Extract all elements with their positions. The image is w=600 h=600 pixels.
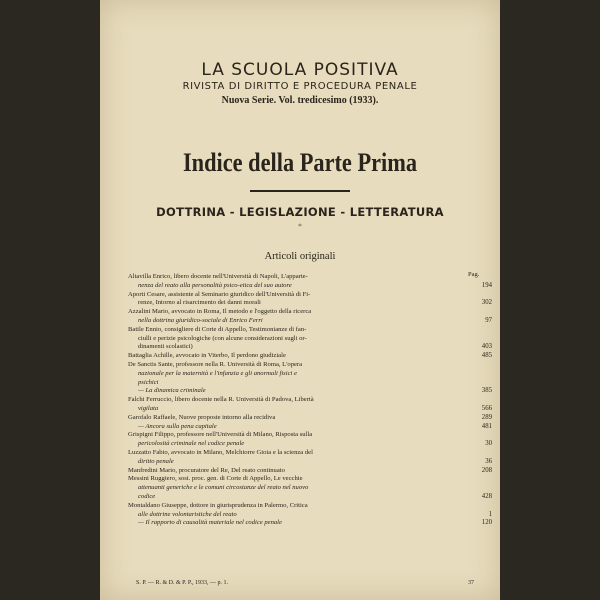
document-page <box>100 0 500 600</box>
section-title: DOTTRINA - LEGISLAZIONE - LETTERATURA <box>156 205 444 219</box>
page-number <box>468 379 492 388</box>
index-entry-line: Batile Ennio, consigliere di Corte di Appello, Testimonianze di fan- <box>128 325 307 333</box>
index-entry-line: — La dinamica criminale <box>138 387 206 395</box>
index-entry-line: nella dottrina giuridico-sociale di Enrico Ferri <box>138 316 263 324</box>
page-number: 428 <box>481 492 492 500</box>
page-number <box>468 361 492 370</box>
index-title: Indice della Parte Prima <box>182 148 418 177</box>
page-number <box>468 431 492 440</box>
subsection-title: Articoli originali <box>264 251 336 262</box>
index-entry-line: attenuanti generiche e le comuni circostanze del reato nel nuovo <box>138 484 309 492</box>
page-number <box>468 396 492 405</box>
page-number: 36 <box>485 457 492 465</box>
index-entry-line: diritto penale <box>138 457 174 465</box>
index-entry-line: vigilata <box>138 404 159 412</box>
index-entry-line: codice <box>138 492 156 500</box>
journal-subtitle: RIVISTA DI DIRITTO E PROCEDURA PENALE <box>182 81 418 92</box>
index-entry-line: Manfredini Mario, procuratore del Re, Del reato continuato <box>128 466 285 474</box>
index-entry-line: De Sanctis Sante, professore nella R. Università di Roma, L'opera <box>128 360 303 368</box>
index-entry-line: Garofalo Raffaele, Nuove proposte intorno alla recidiva <box>128 413 276 421</box>
page-number: 485 <box>481 352 492 360</box>
page-number <box>468 475 492 484</box>
index-entry-line: Falchi Ferruccio, libero docente nella R. Università di Padova, Libertà <box>128 396 314 404</box>
index-entry-line: Altavilla Enrico, libero docente nell'Università di Napoli, L'apparte- <box>128 273 308 280</box>
page-number: 97 <box>485 316 492 324</box>
index-entry-line: Aporti Cesare, assistente al Seminario giuridico dell'Università di Fi- <box>128 290 311 298</box>
page-number: 208 <box>481 466 492 474</box>
page-number <box>468 449 492 458</box>
page-number: 1 <box>488 510 492 518</box>
page-column-label: Pag. <box>468 271 480 278</box>
index-entry-line: pericolosità criminale nel codice penale <box>138 440 245 448</box>
page-number: 403 <box>481 343 492 351</box>
page-number <box>468 502 492 511</box>
index-entry-line: renze, Intorno al risarcimento dei danni morali <box>138 299 261 307</box>
journal-title: LA SCUOLA POSITIVA <box>201 60 399 80</box>
page-number <box>468 273 492 282</box>
journal-header <box>100 60 500 107</box>
page-number: 30 <box>485 440 492 448</box>
index-entry-line: Battaglia Achille, avvocato in Viterbo, Il perdono giudiziale <box>128 352 286 360</box>
index-entry-line: alle dottrine volontaristiche del reato <box>138 510 237 518</box>
page-number: 194 <box>481 281 492 289</box>
page-number: 566 <box>481 404 492 412</box>
index-entry-line: Grispigni Filippo, professore nell'Università di Milano, Risposta sulla <box>128 431 313 439</box>
journal-series: Nuova Serie. Vol. tredicesimo (1933). <box>221 95 379 106</box>
page-number: 120 <box>481 519 492 527</box>
index-entry-line: — Ancora sulla pena capitale <box>138 422 217 430</box>
page-number-column <box>468 273 492 528</box>
index-entry-line: dinamenti scolastici) <box>138 343 193 351</box>
index-entry-line: ciulli e perizie psicologiche (con alcune considerazioni sugli or- <box>138 334 307 342</box>
page-number: 302 <box>481 299 492 307</box>
index-entry-line: Montaldano Giuseppe, dottore in giurisprudenza in Palermo, Critica <box>128 501 308 509</box>
page-number <box>468 484 492 493</box>
folio-number: 37 <box>468 580 474 586</box>
index-entry-line: Azzalini Mario, avvocato in Roma, Il metodo e l'oggetto della ricerca <box>128 308 312 316</box>
page-number: 385 <box>481 387 492 395</box>
index-entry-line: Messini Ruggiero, sost. proc. gen. di Corte di Appello, Le vecchie <box>128 475 303 483</box>
index-entry-line: nazionale per la maternità e l'infanzia e gli anormali fisici e <box>138 369 297 377</box>
index-entry-line: psichici <box>138 378 159 386</box>
page-number: 289 <box>481 413 492 421</box>
index-entry-line: — Il rapporto di causalità materiale nel codice penale <box>138 519 282 527</box>
ornament-mark: * <box>298 222 302 231</box>
index-entry-line: nenza del reato alla personalità psico-etica del suo autore <box>138 281 292 289</box>
title-rule <box>250 190 350 192</box>
index-entries <box>128 273 468 528</box>
page-number <box>468 335 492 344</box>
page-number <box>468 326 492 335</box>
page-number <box>468 291 492 300</box>
index-entry-line: Luzzatto Fabio, avvocato in Milano, Melchiorre Gioia e la scienza del <box>128 448 313 456</box>
page-number <box>468 308 492 317</box>
page-footer: S. P. — R. & D. & P. P., 1933, — p. 1. <box>136 580 229 586</box>
page-number <box>468 370 492 379</box>
page-number: 481 <box>481 422 492 430</box>
